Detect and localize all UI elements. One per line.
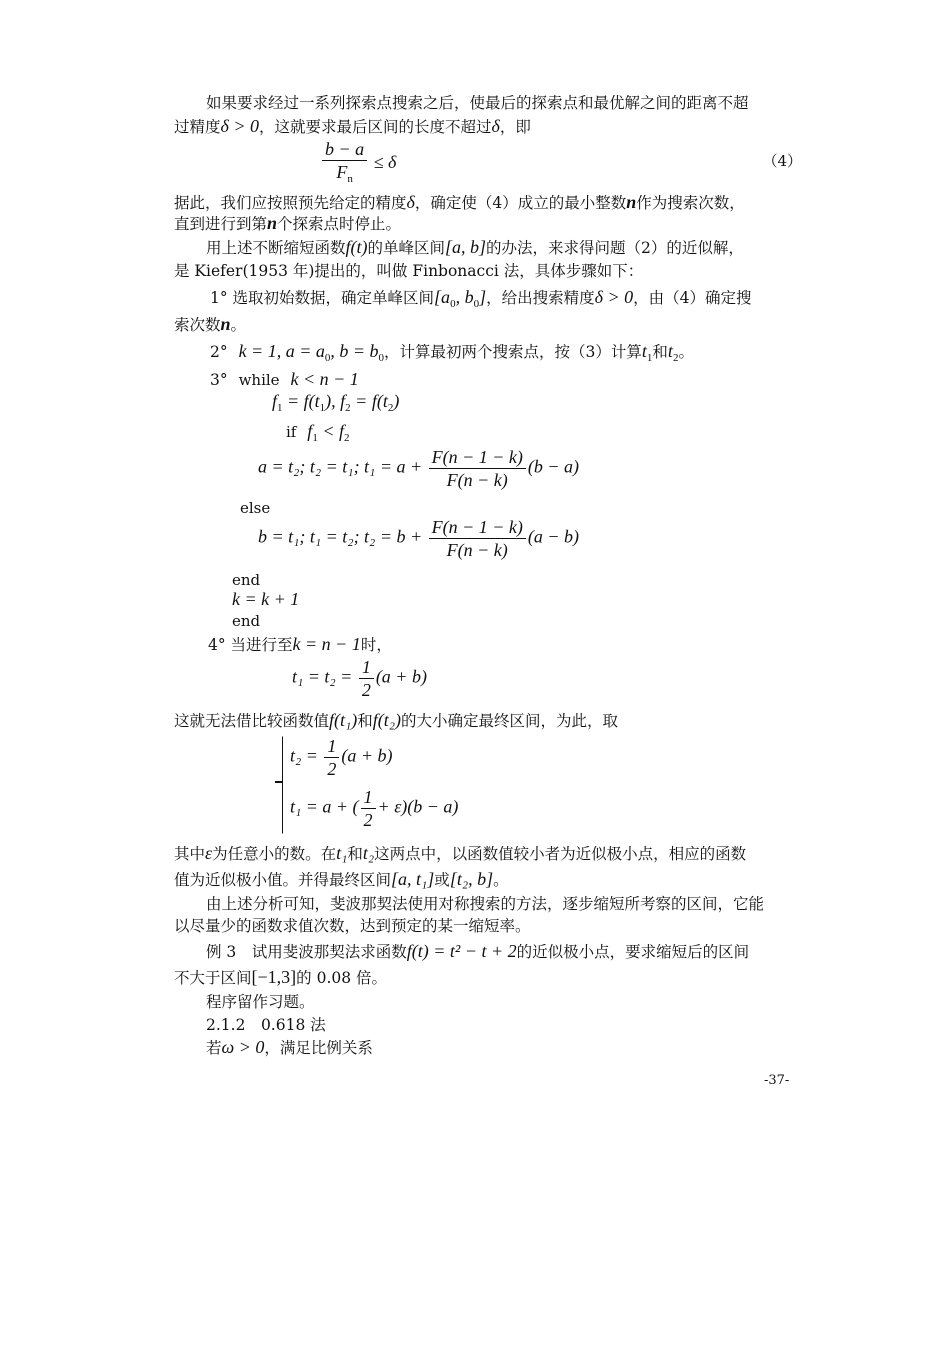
fraction-numerator: 1	[324, 735, 339, 758]
text: 索次数	[174, 316, 221, 334]
text: ，满足比例关系	[264, 1039, 373, 1057]
paragraph-line	[174, 842, 746, 865]
math-inline: f(t) = t² − t + 2	[406, 941, 517, 961]
equation-midpoint	[292, 656, 427, 701]
text: 和	[347, 845, 363, 863]
subscript: 2	[672, 352, 679, 364]
paragraph-line	[206, 92, 749, 114]
text: 。	[678, 343, 694, 361]
fraction	[324, 735, 339, 780]
text: 和	[357, 712, 373, 730]
text: 的近似极小点，要求缩短后的区间	[516, 943, 750, 961]
example-line	[206, 940, 749, 963]
step-3-line	[210, 368, 359, 391]
math-inline	[434, 287, 487, 310]
paragraph-line	[174, 709, 618, 732]
subscript: 1	[277, 402, 283, 414]
math-inline	[641, 341, 653, 364]
math-inline: f(t₁)	[329, 710, 358, 730]
fraction-numerator: F(n − 1 − k)	[429, 516, 526, 539]
text: 4° 当进行至	[208, 636, 293, 654]
paragraph-line	[206, 991, 315, 1013]
symbol: = f(t	[282, 391, 320, 411]
symbol: (a + b)	[341, 745, 393, 766]
text: 2°	[210, 343, 228, 361]
symbol: (a − b)	[527, 526, 580, 547]
symbol: + ε)(b − a)	[377, 796, 459, 817]
keyword-if: if	[286, 423, 297, 441]
fraction-denominator: 2	[363, 810, 373, 830]
keyword-while: while	[238, 371, 280, 389]
relation: ≤ δ	[373, 152, 397, 173]
paragraph-line	[174, 115, 531, 138]
math-inline: n	[220, 314, 231, 334]
equation-f-values	[272, 391, 399, 414]
symbol: [a	[434, 287, 451, 307]
math-inline	[667, 341, 679, 364]
math-inline: n	[267, 213, 278, 233]
math-inline: k = k + 1	[232, 589, 300, 609]
text: ，这就要求最后区间的长度不超过	[259, 118, 492, 136]
text: 例 3 试用斐波那契法求函数	[206, 943, 407, 961]
math-inline: t₁	[336, 843, 348, 863]
subscript: 2	[345, 402, 351, 414]
symbol: )	[393, 391, 400, 411]
keyword-end: end	[232, 612, 261, 630]
fraction-denominator: 2	[361, 680, 371, 700]
text: ，给出搜索精度	[486, 289, 595, 307]
text: 的单峰区间	[367, 239, 446, 257]
end-line	[232, 610, 260, 632]
equation-system-1	[290, 735, 393, 780]
symbol: b = t₁; t₁ = t₂; t₂ = b +	[258, 526, 423, 547]
symbol: (a + b)	[375, 666, 427, 687]
subscript: 1	[319, 402, 326, 414]
subscript: n	[347, 173, 353, 185]
step-4-line	[208, 633, 392, 656]
text: ，即	[499, 118, 531, 136]
math-inline: [a, b]	[445, 237, 487, 257]
math-inline: ω > 0	[221, 1037, 265, 1057]
symbol: t	[667, 341, 673, 361]
text: 时，	[360, 636, 392, 654]
paragraph-line	[174, 260, 643, 282]
text: 若	[206, 1039, 222, 1057]
text: 为任意小的数。在	[212, 845, 337, 863]
page-number: -37-	[764, 1073, 790, 1088]
math-inline	[238, 341, 385, 364]
fraction	[429, 446, 526, 491]
text: 的大小确定最终区间，为此，取	[401, 712, 619, 730]
symbol: t	[641, 341, 647, 361]
paragraph-line	[174, 915, 531, 937]
symbol: , b = b	[330, 341, 379, 361]
text: 。	[230, 316, 247, 334]
text: 是 Kiefer(1953 年)提出的，叫做 Finbonacci 法，具体步骤如下：	[174, 262, 644, 280]
math-inline: δ > 0	[220, 116, 260, 136]
equation-number: （4）	[762, 152, 802, 170]
math-inline: n	[626, 192, 637, 212]
math-inline: [−1,3]	[251, 967, 297, 987]
symbol: (b − a)	[527, 456, 580, 477]
if-line	[286, 420, 349, 449]
math-inline	[307, 421, 350, 444]
subscript: 0	[378, 352, 385, 364]
text: 。	[493, 871, 509, 889]
paragraph-line	[206, 1036, 373, 1059]
fraction-numerator: 1	[359, 656, 374, 679]
fraction-denominator: F(n − k)	[446, 470, 508, 490]
text: 这两点中，以函数值较小者为近似极小点，相应的函数	[374, 845, 747, 863]
text: 过精度	[174, 118, 221, 136]
math-inline: δ > 0	[594, 287, 634, 307]
fraction	[429, 516, 526, 561]
text: 3°	[210, 371, 228, 389]
text: 1° 选取初始数据，确定单峰区间	[210, 289, 435, 307]
math-inline: f(t₂)	[372, 710, 402, 730]
math-inline: ε	[205, 843, 213, 863]
subscript: 0	[450, 298, 456, 310]
math-inline: k < n − 1	[290, 369, 359, 389]
fraction-numerator: 1	[361, 786, 376, 809]
example-line	[174, 966, 387, 989]
math-inline: k = n − 1	[292, 634, 361, 654]
text: 据此，我们应按照预先给定的精度	[174, 194, 407, 212]
fraction-numerator: b − a	[322, 138, 367, 161]
text: 的办法，来求得问题（2）的近似解，	[486, 239, 744, 257]
text: 其中	[174, 845, 206, 863]
text: 以尽量少的函数求值次数，达到预定的某一缩短率。	[174, 917, 531, 935]
text: ，由（4）确定搜	[633, 289, 752, 307]
symbol: t₂ =	[290, 745, 318, 766]
step-1-line	[174, 313, 246, 336]
symbol: a = t₂; t₂ = t₁; t₁ = a +	[258, 456, 423, 477]
symbol: F	[336, 162, 348, 182]
subscript: 0	[324, 352, 331, 364]
step-1-line	[210, 286, 751, 315]
subscript: 0	[473, 298, 480, 310]
fraction-denominator	[322, 161, 367, 190]
text: 或	[434, 871, 450, 889]
text: 如果要求经过一系列探索点搜索之后，使最后的探索点和最优解之间的距离不超	[206, 94, 749, 112]
text: 这就无法借比较函数值	[174, 712, 330, 730]
equation-update-b	[258, 516, 579, 561]
paragraph-line	[206, 236, 744, 259]
text: ，确定使（4）成立的最小整数	[414, 194, 627, 212]
math-inline: δ	[406, 192, 415, 212]
text: 2.1.2 0.618 法	[206, 1016, 326, 1034]
paragraph-line	[206, 893, 764, 915]
fraction-denominator: 2	[327, 759, 337, 779]
text: 程序留作习题。	[206, 993, 315, 1011]
text: 由上述分析可知，斐波那契法使用对称搜索的方法，逐步缩短所考察的区间，它能	[206, 895, 765, 913]
text: 值为近似极小值。并得最终区间	[174, 871, 392, 889]
symbol: f	[272, 391, 278, 411]
step-2-line	[210, 340, 694, 369]
symbol: t₁ = t₂ =	[292, 666, 353, 687]
math-inline: [a, t₁]	[391, 869, 435, 889]
paragraph-line	[174, 868, 509, 891]
fraction-numerator: F(n − 1 − k)	[429, 446, 526, 469]
text: 和	[652, 343, 668, 361]
fraction	[359, 656, 374, 701]
fraction-denominator: F(n − k)	[446, 540, 508, 560]
subscript: 1	[646, 352, 653, 364]
math-inline: f(t)	[345, 237, 368, 257]
paragraph-line	[174, 212, 401, 235]
symbol: ]	[479, 287, 487, 307]
section-heading	[206, 1014, 326, 1036]
fraction	[322, 138, 367, 190]
text: 的 0.08 倍。	[296, 969, 388, 987]
symbol: ), f	[325, 391, 346, 411]
symbol: < f	[317, 421, 344, 441]
equation-system-2	[290, 786, 458, 831]
keyword-end: end	[232, 571, 261, 589]
text: 个探索点时停止。	[277, 215, 402, 233]
subscript: 1	[312, 432, 318, 444]
math-inline: [t₂, b]	[449, 869, 494, 889]
text: 用上述不断缩短函数	[206, 239, 346, 257]
symbol: k = 1, a = a	[238, 341, 325, 361]
equation-update-a	[258, 446, 579, 491]
text: 直到进行到第	[174, 215, 268, 233]
equation-4	[320, 138, 396, 190]
increment-line	[232, 588, 299, 611]
fraction	[361, 786, 376, 831]
subscript: 2	[343, 432, 350, 444]
text: 不大于区间	[174, 969, 252, 987]
symbol: f	[307, 421, 313, 441]
text: 作为搜索次数，	[636, 194, 745, 212]
text: ，计算最初两个搜索点，按（3）计算	[384, 343, 642, 361]
math-inline: δ	[491, 116, 500, 136]
keyword-else: else	[240, 499, 271, 517]
math-inline: t₂	[362, 843, 375, 863]
symbol: = f(t	[350, 391, 388, 411]
paragraph-line	[174, 191, 745, 214]
symbol: , b	[455, 287, 474, 307]
subscript: 2	[387, 402, 394, 414]
symbol: t₁ = a + (	[290, 796, 359, 817]
